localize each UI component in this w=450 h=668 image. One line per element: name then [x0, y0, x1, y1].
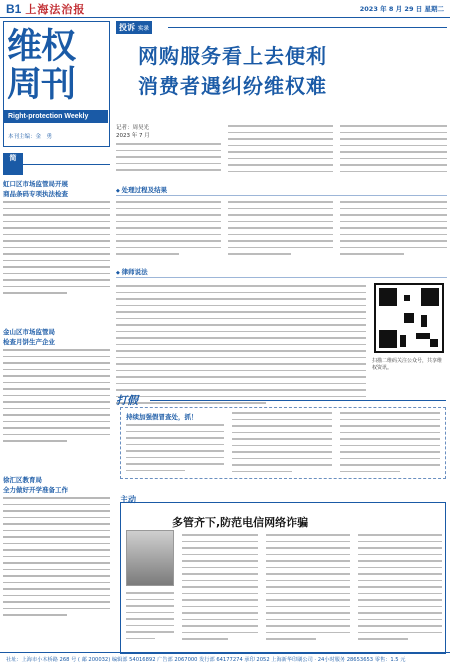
- brief-body: [3, 497, 110, 616]
- brand-title-line2: 周刊: [7, 65, 76, 105]
- paper-name: 上海法治报: [25, 2, 86, 16]
- section-rule: [168, 27, 447, 28]
- subhead-process: ◆ 处理过程及结果: [116, 185, 167, 194]
- commentary-title: 多管齐下,防范电信网络诈骗: [172, 516, 309, 529]
- brief-section-tag: [3, 153, 23, 175]
- commentary-column: [358, 534, 442, 645]
- footer-info: 社址：上海市小木桥路 268 号 ( 邮 200032) 编辑部 54016892 广告部 2067000 发行部 64177274 承印 2052 上海新华印刷公司 · 24小时服务 28653653 零售：1.5 元: [0, 652, 450, 668]
- article-column: [116, 143, 221, 176]
- headline-line1: 网购服务看上去便利: [138, 44, 327, 68]
- subhead-advice: ◆ 律师说法: [116, 267, 148, 276]
- daji-column: [126, 424, 224, 476]
- brief-title: 金山区市场监管局: [3, 328, 55, 336]
- daji-column: [232, 412, 332, 477]
- page-number: B1: [6, 1, 22, 16]
- advice-body: [116, 285, 366, 409]
- qr-code[interactable]: [374, 283, 444, 353]
- article-column: [228, 201, 333, 260]
- commentary-column: [182, 534, 258, 645]
- subhead-rule: [116, 195, 447, 196]
- article-column: [340, 125, 447, 177]
- article-column: [228, 125, 333, 177]
- headline-line2: 消费者遇纠纷维权难: [138, 74, 327, 98]
- brand-title-line1: 维权: [7, 27, 76, 67]
- brief-title: 徐汇区教育局: [3, 476, 42, 484]
- subhead-rule: [116, 277, 447, 278]
- brief-item[interactable]: [3, 475, 110, 621]
- brand-title: [7, 28, 75, 104]
- weekly-brand-box: [3, 21, 110, 147]
- byline-reporter: 记者：周昊光: [116, 125, 150, 131]
- issue-date: 2023 年 8 月 29 日 星期二: [359, 5, 444, 13]
- qr-caption: 扫描二维码关注公众号，共享维权资讯。: [372, 358, 443, 371]
- brief-tag-char1: 简: [9, 154, 17, 162]
- masthead: [0, 0, 450, 18]
- commentary-column: [126, 592, 174, 644]
- byline-date: 2023 年 7 月: [116, 133, 150, 139]
- brief-title: 虹口区市场监管局开展: [3, 180, 68, 188]
- article-column: [116, 201, 221, 260]
- brief-title: 全力做好开学准备工作: [3, 486, 68, 494]
- daji-section-tag: 打假: [116, 394, 138, 407]
- byline: [116, 124, 150, 140]
- commentary-tag: 主动: [120, 495, 136, 504]
- article-headline: [138, 41, 327, 101]
- brief-body: [3, 201, 110, 294]
- brief-item[interactable]: [3, 327, 110, 447]
- brief-title: 商品条码专项执法检查: [3, 190, 68, 198]
- author-photo: [126, 530, 174, 586]
- editor-label: 本刊主编：金 勇: [8, 134, 53, 140]
- brief-item[interactable]: [3, 179, 110, 299]
- left-column: [3, 21, 112, 650]
- section-tag-label: 投诉: [119, 23, 135, 32]
- commentary-column: [266, 534, 350, 645]
- daji-rule: [150, 400, 446, 401]
- brand-subtitle-en: Right-protection Weekly: [4, 110, 108, 123]
- section-tag-sub: 实录: [138, 26, 150, 32]
- complaint-section-tag: [116, 21, 152, 34]
- brief-body: [3, 349, 110, 442]
- daji-column: [340, 412, 440, 477]
- article-column: [340, 201, 447, 260]
- brief-rule: [23, 164, 110, 165]
- daji-article-title: 持续加强假冒查处，抓！: [126, 413, 198, 421]
- brief-title: 检查月饼生产企业: [3, 338, 55, 346]
